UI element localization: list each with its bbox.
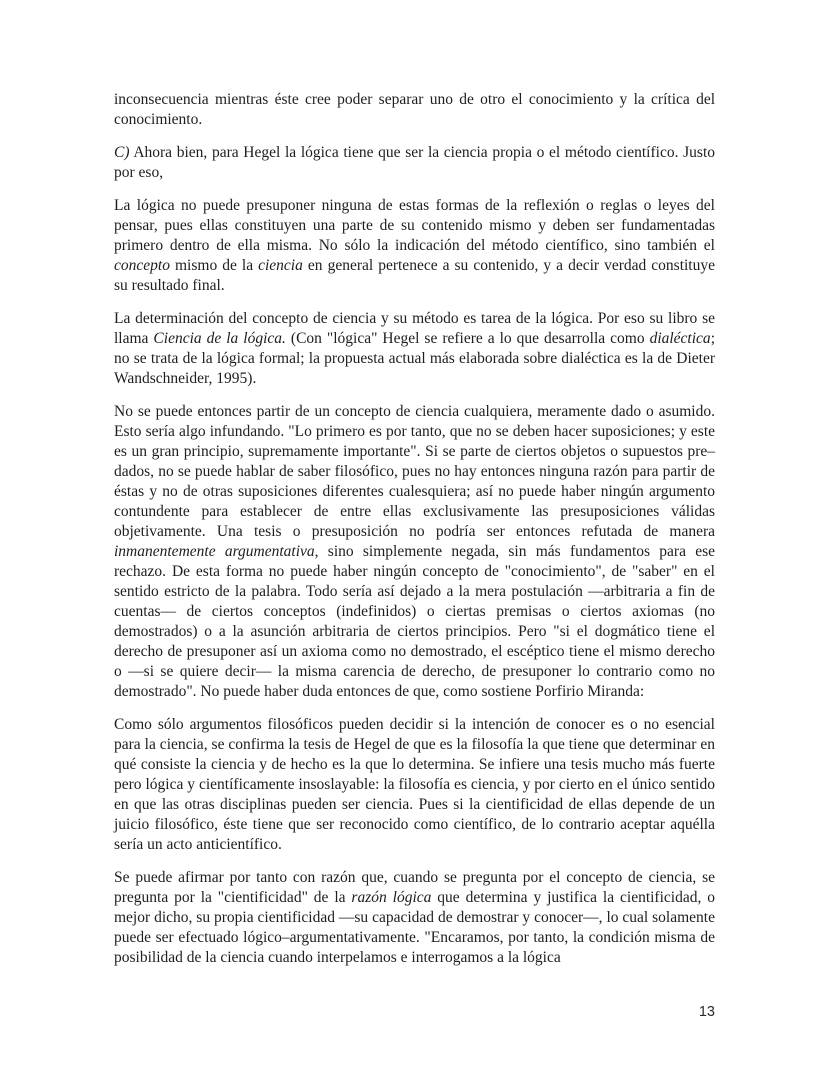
body-paragraph: La determinación del concepto de ciencia y su método es tarea de la lógica. Por eso su libro se llama Ciencia de la lógica. (Con "lógica" Hegel se refiere a lo que desarrolla como dialéctica; no se trata de la lógica formal; la propuesta actual más elaborada sobre dialéctica es la de Dieter Wandschneider, 1995). [114,310,715,387]
body-paragraph: La lógica no puede presuponer ninguna de estas formas de la reflexión o reglas o leyes del pensar, pues ellas constituyen una parte de su contenido mismo y deben ser fundamentadas primero dentro de ella misma. No sólo la indicación del método científico, sino también el concepto mismo de la ciencia en general pertenece a su contenido, y a decir verdad constituye su resultado final. [114,197,715,294]
body-paragraph: Como sólo argumentos filosóficos pueden decidir si la intención de conocer es o no esencial para la ciencia, se confirma la tesis de Hegel de que es la filosofía la que tiene que determinar en qué consiste la ciencia y de hecho es la que lo determina. Se infiere una tesis mucho más fuerte pero lógica y científicamente insoslayable: la filosofía es ciencia, y por cierto en el único sentido en que las otras disciplinas pueden ser ciencia. Pues si la cientificidad de ellas depende de un juicio filosófico, éste tiene que ser reconocido como científico, de lo contrario aceptar aquélla sería un acto anticientífico. [114,716,715,853]
body-paragraph: C) Ahora bien, para Hegel la lógica tiene que ser la ciencia propia o el método científico. Justo por eso, [114,144,715,181]
body-paragraph: Se puede afirmar por tanto con razón que, cuando se pregunta por el concepto de ciencia, se pregunta por la "cientificidad" de la razón lógica que determina y justifica la cientificidad, o mejor dicho, su propia cientificidad —su capacidad de demostrar y conocer—, lo cual solamente puede ser efectuado lógico–argumentativamente. "Encaramos, por tanto, la condición misma de posibilidad de la ciencia cuando interpelamos e interrogamos a la lógica [114,869,715,966]
body-paragraph: inconsecuencia mientras éste cree poder separar uno de otro el conocimiento y la crítica del conocimiento. [114,91,715,128]
body-paragraph: No se puede entonces partir de un concepto de ciencia cualquiera, meramente dado o asumido. Esto sería algo infundando. "Lo primero es por tanto, que no se deben hacer suposiciones; y este es un gran principio, supremamente importante". Si se parte de ciertos objetos o supuestos pre–dados, no se puede hablar de saber filosófico, pues no hay entonces ninguna razón para partir de éstas y no de otras suposiciones diferentes cualesquiera; así no puede haber ningún argumento contundente para establecer de entre ellas exclusivamente las presuposiciones válidas objetivamente. Una tesis o presuposición no podría ser entonces refutada de manera inmanentemente argumentativa, sino simplemente negada, sin más fundamentos para ese rechazo. De esta forma no puede haber ningún concepto de "conocimiento", de "saber" en el sentido estricto de la palabra. Todo sería así dejado a la mera postulación —arbitraria a fin de cuentas— de ciertos conceptos (indefinidos) o ciertas premisas o ciertos axiomas (no demostrados) o a la asunción arbitraria de ciertos principios. Pero "si el dogmático tiene el derecho de presuponer así un axioma como no demostrado, el escéptico tiene el mismo derecho o —si se quiere decir— la misma carencia de derecho, de presuponer lo contrario como no demostrado". No puede haber duda entonces de que, como sostiene Porfirio Miranda: [114,403,716,700]
document-body [114,90,715,968]
page-number: 13 [698,1004,715,1020]
